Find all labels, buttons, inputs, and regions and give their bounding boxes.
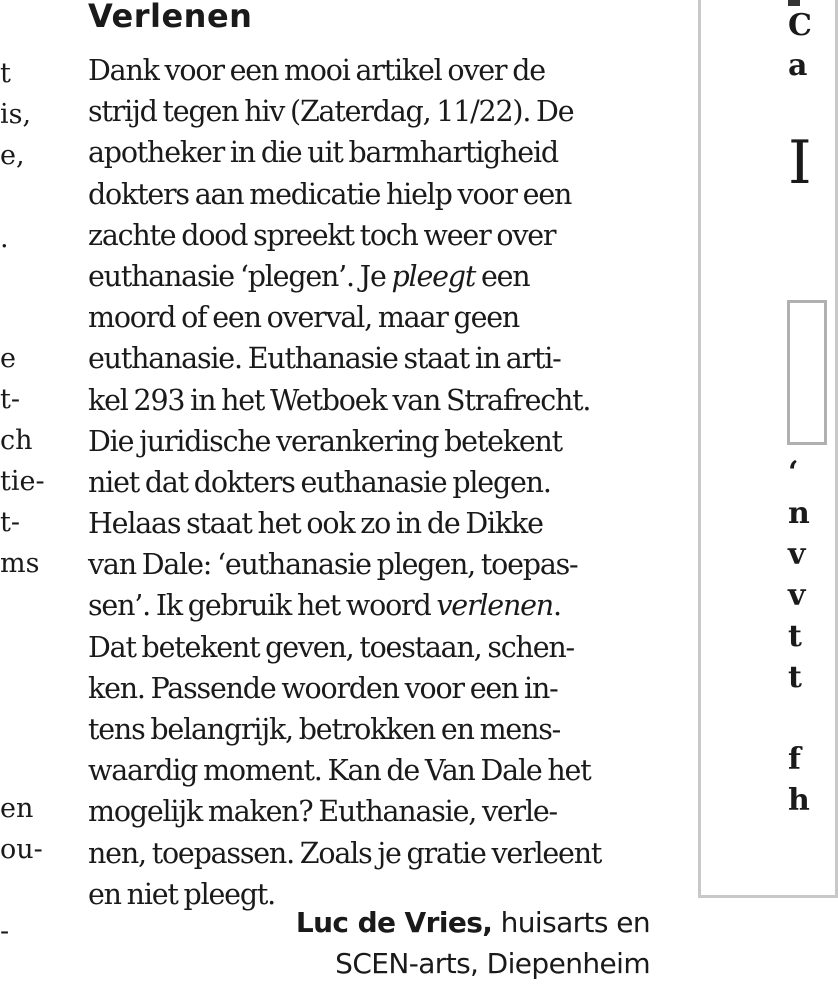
left-fragment: - [0, 916, 10, 947]
body-line-pleegt [88, 256, 663, 297]
right-fragment: C [788, 8, 812, 43]
italic-word: verlenen [436, 589, 553, 623]
left-fragment: t [0, 58, 11, 89]
line-text: een [475, 259, 530, 293]
right-fragment: t [788, 619, 802, 654]
left-fragment: ch [0, 425, 33, 456]
body-line: van Dale: ‘euthanasie plegen, toepas- [88, 548, 578, 582]
line-text: euthanasie ‘plegen’. Je [88, 259, 392, 293]
body-line: niet dat dokters euthanasie plegen. [88, 465, 551, 499]
left-fragment: ou- [0, 834, 43, 865]
article-headline: Verlenen [88, 0, 253, 35]
body-line: Helaas staat het ook zo in de Dikke [88, 507, 543, 541]
right-fragment: I [788, 128, 812, 198]
body-line: kel 293 in het Wetboek van Strafrecht. [88, 383, 591, 417]
author-role: huisarts en [492, 906, 650, 939]
left-fragment: t- [0, 384, 20, 415]
author-name: Luc de Vries, [295, 906, 493, 939]
right-fragment: n [788, 496, 810, 531]
body-line-verlenen [88, 585, 663, 626]
right-fragment: h [788, 783, 810, 818]
body-line: tens belangrijk, betrokken en mens- [88, 713, 561, 746]
body-line: Dank voor een mooi artikel over de [88, 54, 545, 87]
left-fragment: . [0, 223, 9, 254]
right-fragment: a [788, 48, 808, 83]
line-text: sen’. Ik gebruik het woord [88, 589, 437, 623]
body-line: moord of een overval, maar geen [88, 301, 520, 335]
right-fragment: f [788, 742, 801, 777]
left-fragment: tie- [0, 466, 45, 497]
left-fragment: e, [0, 140, 25, 171]
body-line: waardig moment. Kan de Van Dale het [88, 754, 591, 788]
signature-line-2: SCEN-arts, Diepenheim [335, 947, 650, 980]
body-line: Die juridische verankering betekent [88, 424, 562, 458]
signature [296, 902, 650, 984]
left-fragment: t- [0, 507, 20, 538]
right-fragment: t [788, 660, 802, 695]
body-line: mogelijk maken? Euthanasie, verle- [88, 795, 557, 829]
right-fragment: v [788, 578, 806, 613]
body-line: dokters aan medicatie hielp voor een [88, 177, 572, 211]
body-line: euthanasie. Euthanasie staat in arti- [88, 342, 561, 376]
left-fragment: is, [0, 99, 32, 130]
left-fragment: en [0, 793, 34, 824]
body-line: ken. Passende woorden voor een in- [88, 671, 558, 705]
panel-top-mark [788, 0, 800, 6]
left-fragment: e [0, 343, 16, 374]
body-line: Dat betekent geven, toestaan, schen- [88, 630, 574, 664]
italic-word: pleegt [391, 259, 476, 293]
right-panel-frame [698, 0, 838, 898]
body-line: strijd tegen hiv (Zaterdag, 11/22). De [88, 95, 574, 129]
right-fragment: v [788, 537, 806, 572]
body-line: nen, toepassen. Zoals je gratie verleent [88, 836, 602, 870]
right-fragment: ‘ [788, 455, 799, 490]
line-text: . [552, 589, 561, 623]
article-body [88, 50, 663, 915]
body-line: apotheker in die uit barmhartigheid [88, 136, 558, 170]
right-inner-box [787, 300, 827, 445]
body-line: en niet pleegt. [88, 877, 275, 911]
signature-line-1 [296, 902, 650, 943]
left-fragment: ms [0, 548, 40, 579]
body-line: zachte dood spreekt toch weer over [88, 218, 556, 252]
